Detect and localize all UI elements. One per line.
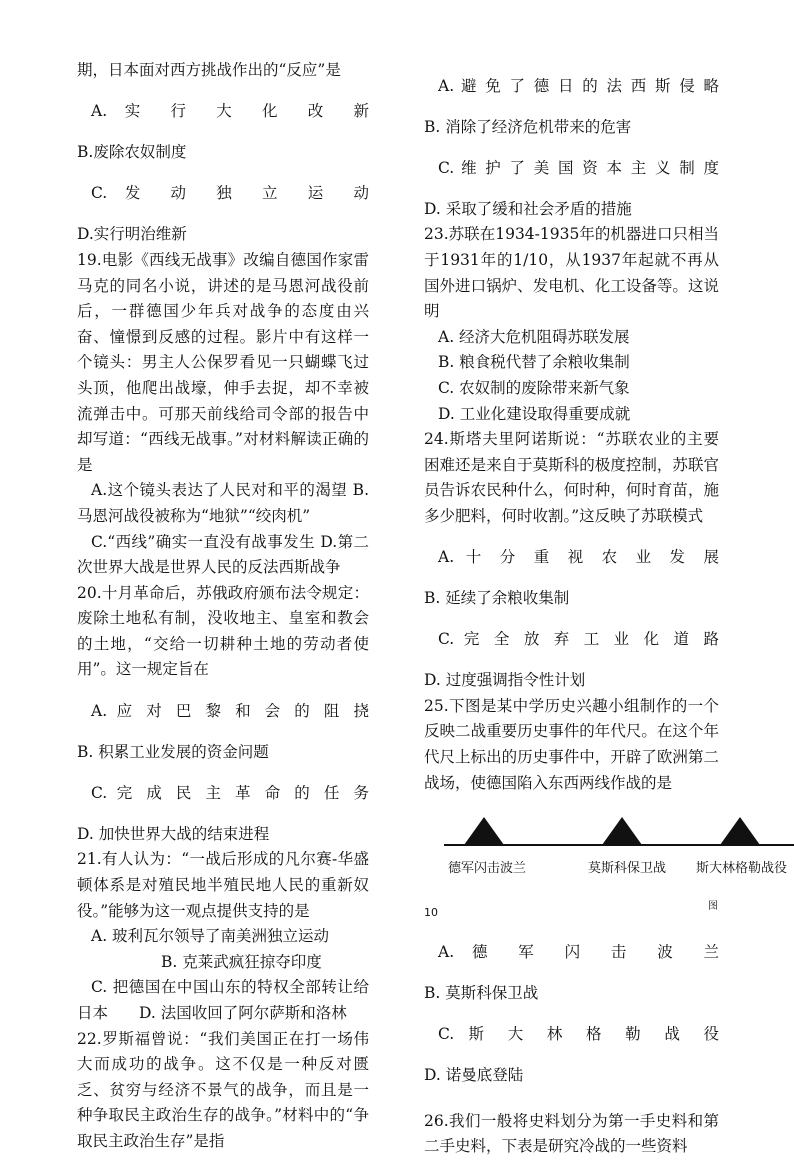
text-line: B. 积累工业发展的资金问题 [77,742,269,761]
text-line: B. 延续了余粮收集制 [424,589,570,608]
text-line: D. 采取了缓和社会矛盾的措施 [424,199,632,218]
timeline-marker [464,817,504,845]
timeline-marker [602,817,642,845]
text-line: A. 应 对 巴 黎 和 会 的 阻 挠 [91,701,369,720]
text-line: 25.下图是某中学历史兴趣小组制作的一个反映二战重要历史事件的年代尺。在这个年代尺上标出的历史事件中，开辟了欧洲第二战场，使德国陷入东西两线作战的是 [424,696,719,792]
text-line: A. 避 免 了 德 日 的 法 西 斯 侵 略 [438,76,719,95]
text-line: C. 农奴制的废除带来新气象 [438,378,630,397]
text-line: A. 经济大危机阻碍苏联发展 [438,327,630,346]
timeline-event-label: 德军闪击波兰 [448,861,527,877]
text-line: C.“西线”确实一直没有战事发生 D.第二次世界大战是世界人民的反法西斯战争 [77,532,369,577]
timeline-event-label: 莫斯科保卫战 [588,861,667,877]
text-line: D. 过度强调指令性计划 [424,671,586,690]
text-line: C. 维 护 了 美 国 资 本 主 义 制 度 [438,158,719,177]
figure-mark: 图 [708,901,718,913]
text-line: A. 玻利瓦尔领导了南美洲独立运动 [91,927,330,946]
text-line: 21.有人认为：“一战后形成的凡尔赛-华盛顿体系是对殖民地半殖民地人民的重新奴役。”能够为这一观点提供支持的是 [77,850,369,920]
text-line: B. 莫斯科保卫战 [424,983,539,1002]
question-26: 26.我们一般将史料划分为第一手史料和第二手史料，下表是研究冷战的一些资料 [424,1111,719,1156]
timeline-event-label: 斯大林格勒战役 [696,861,788,877]
text-line: C. 完 成 民 主 革 命 的 任 务 [91,783,369,802]
right-column [424,58,788,1160]
left-column [77,58,369,1155]
right-bottom-block [424,940,719,1089]
text-line: 20.十月革命后，苏俄政府颁布法令规定：废除土地私有制，没收地主、皇室和教会的土地，“交给一切耕种土地的劳动者使用”。这一规定旨在 [77,583,369,679]
text-line: B.废除农奴制度 [77,143,187,162]
timeline-marker [720,817,760,845]
text-line: 23.苏联在1934-1935年的机器进口只相当于1931年的1/10，从1937年起就不再从国外进口锅炉、发电机、化工设备等。这说明 [424,225,719,321]
text-line: D. 工业化建设取得重要成就 [438,404,631,423]
right-top-block [424,74,719,797]
timeline-figure [438,812,794,913]
text-line: A. 十 分 重 视 农 业 发 展 [438,548,719,566]
text-line: B. 粮食税代替了余粮收集制 [438,353,630,372]
text-line: C. 完 全 放 弃 工 业 化 道 路 [438,630,719,649]
text-line: D. 诺曼底登陆 [424,1066,524,1085]
text-line: A.这个镜头表达了人民对和平的渴望 B.马恩河战役被称为“地狱”“绞肉机” [77,481,369,525]
text-line: A. 德 军 闪 击 波 兰 [438,942,719,961]
figure-number: 10 [424,906,438,920]
text-line: 24.斯塔夫里阿诺斯说：“苏联农业的主要困难还是来自于莫斯科的极度控制，苏联官员告诉农民种什么，何时种，何时育苗，施多少肥料，何时收割。”这反映了苏联模式 [424,430,719,525]
text-line: D. 加快世界大战的结束进程 [77,824,270,843]
text-line: B. 消除了经济危机带来的危害 [424,117,632,136]
text-line: C. 发 动 独 立 运 动 [91,184,369,203]
text-line: A. 实 行 大 化 改 新 [91,102,369,121]
text-line: 19.电影《西线无战事》改编自德国作家雷马克的同名小说，讲述的是马恩河战役前后，一群德国少年兵对战争的态度由兴奋、憧憬到反感的过程。影片中有这样一个镜头：男主人公保罗看见一只蝴蝶飞过头顶，他爬出战壕，伸手去捉，却不幸被流弹击中。可那天前线给司令部的报告中却写道：“西线无战事。”对材料解读正确的是 [77,250,369,474]
text-line: C. 把德国在中国山东的特权全部转让给日本 D. 法国收回了阿尔萨斯和洛林 [77,978,369,1022]
text-line: C. 斯 大 林 格 勒 战 役 [438,1024,719,1043]
text-line: 期，日本面对西方挑战作出的“反应”是 [77,61,341,79]
text-line: B. 克莱武疯狂掠夺印度 [161,952,322,971]
text-line: 22.罗斯福曾说：“我们美国正在打一场伟大而成功的战争。这不仅是一种反对匮乏、贫穷与经济不景气的战争，而且是一种争取民主政治生存的战争。”材料中的“争取民主政治生存”是指 [77,1029,369,1150]
text-line: D.实行明治维新 [77,225,187,244]
